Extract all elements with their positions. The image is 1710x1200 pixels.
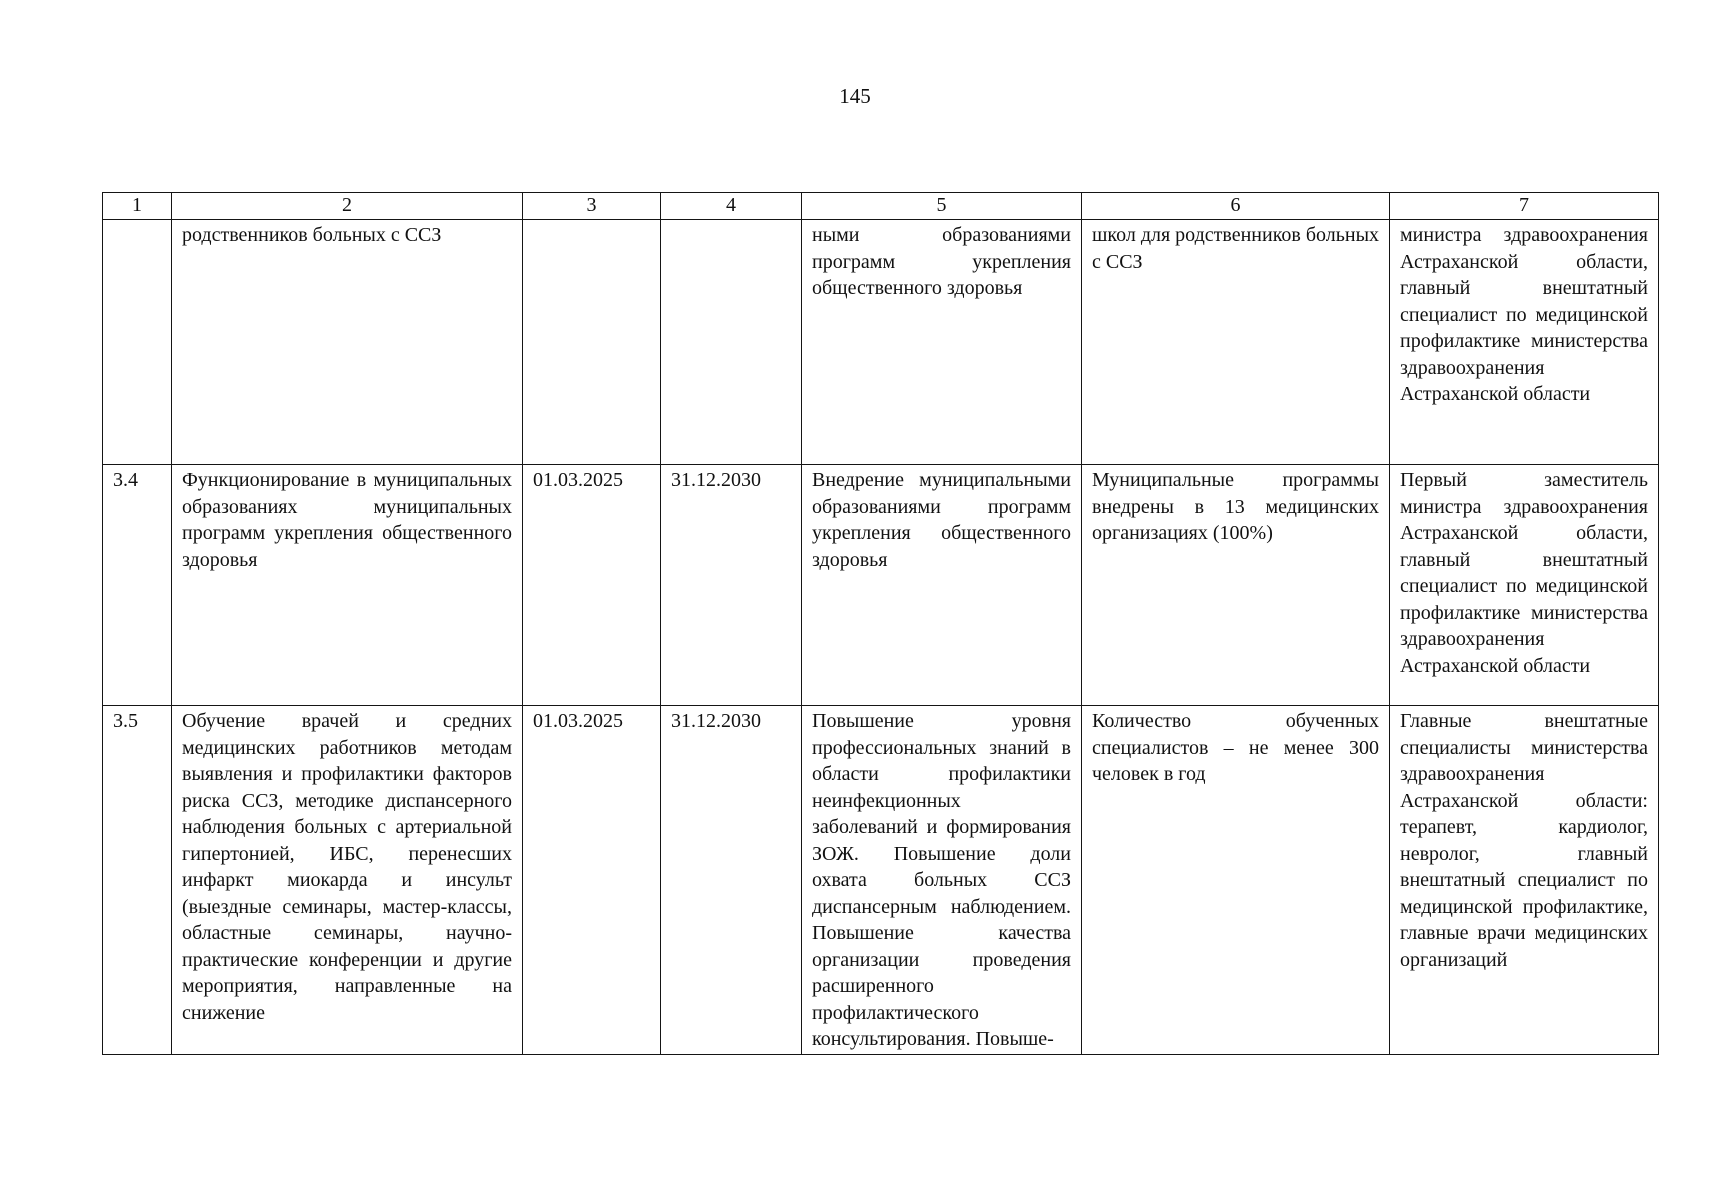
column-header: 2 bbox=[172, 193, 523, 220]
event-cell bbox=[172, 706, 523, 1055]
event-cell: родственников больных с ССЗ bbox=[172, 220, 523, 465]
table-row bbox=[103, 220, 1659, 465]
result-cell: ными образованиями программ укрепления общественного здоровья bbox=[802, 220, 1082, 465]
result-cell bbox=[802, 706, 1082, 1055]
event-cell: Функционирование в муниципальных образованиях муниципальных программ укрепления общественного здоровья bbox=[172, 465, 523, 706]
plan-table bbox=[102, 192, 1659, 1055]
start-date-cell: 01.03.2025 bbox=[523, 706, 661, 1055]
end-date-cell bbox=[661, 220, 802, 465]
responsible-cell: Главные внештатные специалисты министерства здравоохранения Астраханской области: терапевт, кардиолог, невролог, главный внештатный специалист по медицинской профилактике, главные врачи медицинских организаций bbox=[1390, 706, 1659, 1055]
indicator-cell: школ для родственников больных с ССЗ bbox=[1082, 220, 1390, 465]
page-number: 145 bbox=[839, 84, 871, 108]
table-row bbox=[103, 706, 1659, 1055]
indicator-cell: Количество обученных специалистов – не менее 300 человек в год bbox=[1082, 706, 1390, 1055]
end-date-cell: 31.12.2030 bbox=[661, 706, 802, 1055]
result-cell: Внедрение муниципальными образованиями программ укрепления общественного здоровья bbox=[802, 465, 1082, 706]
row-number: 3.5 bbox=[103, 706, 172, 1055]
column-header: 1 bbox=[103, 193, 172, 220]
row-number bbox=[103, 220, 172, 465]
column-header: 4 bbox=[661, 193, 802, 220]
indicator-cell: Муниципальные программы внедрены в 13 медицинских организациях (100%) bbox=[1082, 465, 1390, 706]
start-date-cell: 01.03.2025 bbox=[523, 465, 661, 706]
event-cell-text: Обучение врачей и средних медицинских работников методам выявления и профилактики факторов риска ССЗ, методике диспансерного наблюдения больных с артериальной гипертонией, ИБС, перенесших инфаркт миокарда и инсульт (выездные семинары, мастер-классы, областные семинары, научно-практические конференции и другие мероприятия, направленные на снижение bbox=[182, 710, 512, 1024]
column-header: 5 bbox=[802, 193, 1082, 220]
start-date-cell bbox=[523, 220, 661, 465]
column-header: 3 bbox=[523, 193, 661, 220]
header-row bbox=[103, 193, 1659, 220]
responsible-cell: министра здравоохранения Астраханской области, главный внештатный специалист по медицинской профилактике министерства здравоохранения Астраханской области bbox=[1390, 220, 1659, 465]
responsible-cell: Первый заместитель министра здравоохранения Астраханской области, главный внештатный специалист по медицинской профилактике министерства здравоохранения Астраханской области bbox=[1390, 465, 1659, 706]
column-header: 7 bbox=[1390, 193, 1659, 220]
row-number: 3.4 bbox=[103, 465, 172, 706]
result-cell-text: Повышение уровня профессиональных знаний в области профилактики неинфекционных заболеваний и формирования ЗОЖ. Повышение доли охвата больных ССЗ диспансерным наблюдением. Повышение качества организации проведения расширенного профилактического консультирования. Повыше- bbox=[812, 710, 1071, 1050]
column-header: 6 bbox=[1082, 193, 1390, 220]
table-row bbox=[103, 465, 1659, 706]
end-date-cell: 31.12.2030 bbox=[661, 465, 802, 706]
